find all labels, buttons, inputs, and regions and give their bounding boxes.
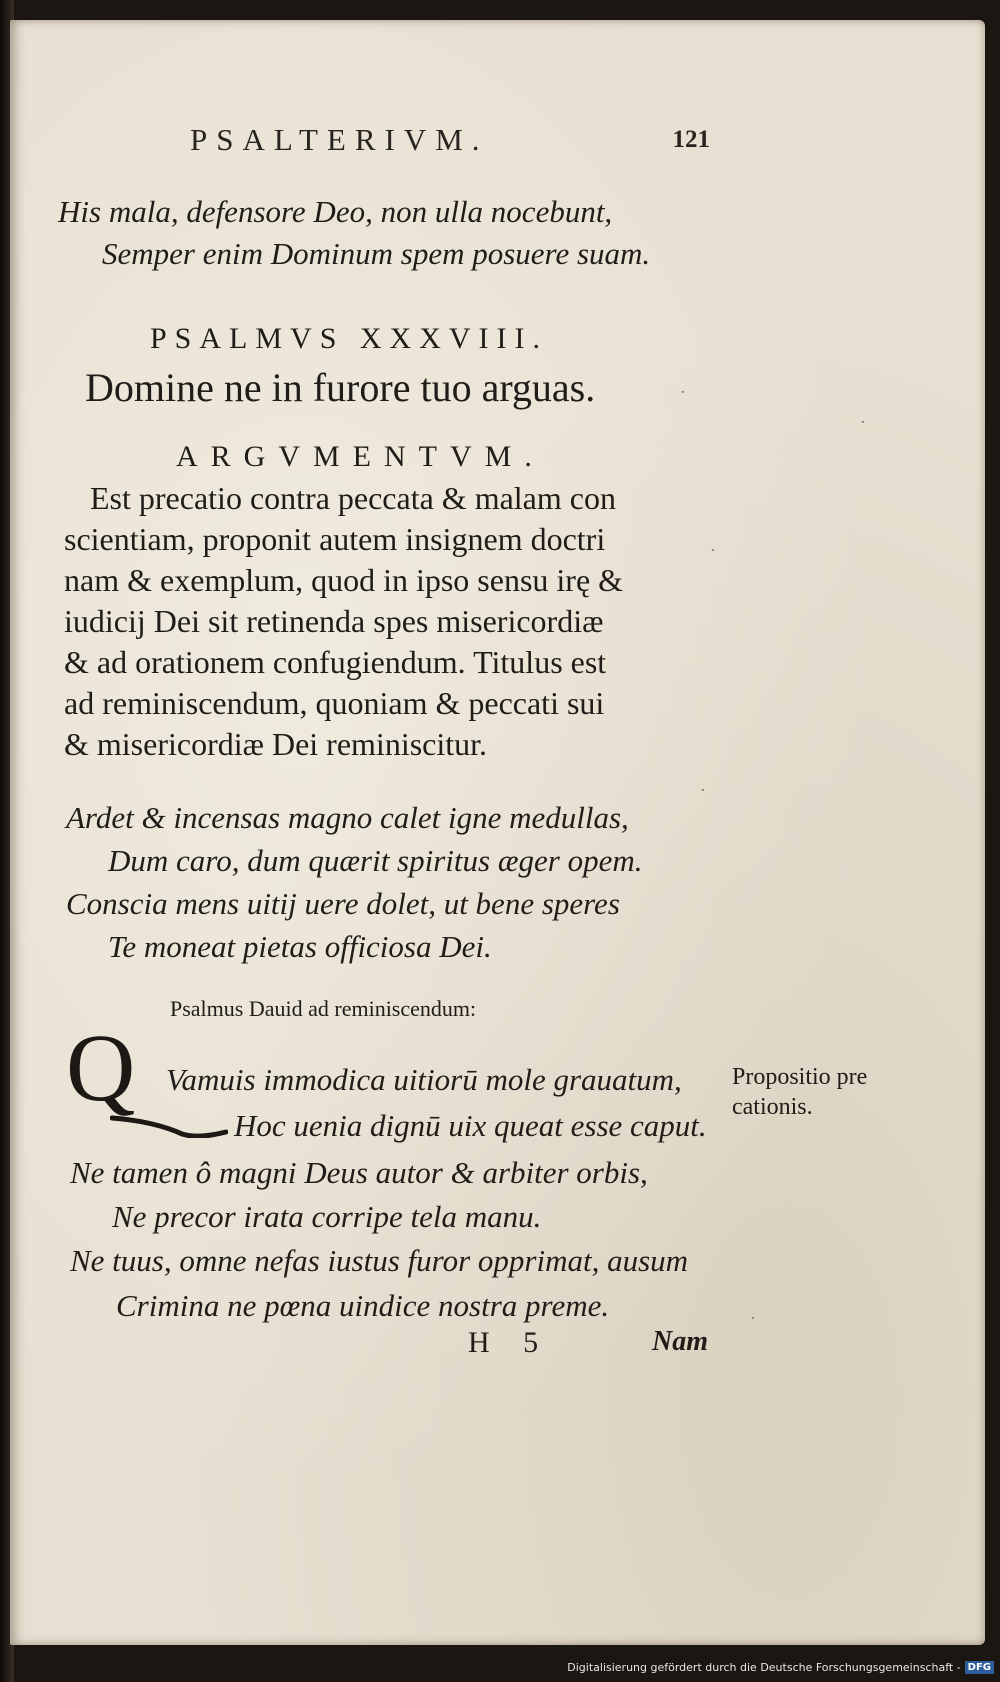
- psalm-verse-line: Hoc uenia dignū uix queat esse caput.: [234, 1108, 707, 1143]
- closing-couplet-line: His mala, defensore Deo, non ulla nocebunt,: [58, 194, 613, 229]
- paper-speck: ·: [860, 412, 866, 433]
- psalm-verse-line: Ne tuus, omne nefas iustus furor opprimat, ausum: [70, 1243, 689, 1278]
- argumentum-line: scientiam, proponit autem insignem doctri: [64, 521, 606, 557]
- catchword: Nam: [652, 1326, 708, 1357]
- psalm-verse-line: Ne tamen ô magni Deus autor & arbiter orbis,: [70, 1155, 648, 1190]
- initial-letter: Q: [66, 1014, 136, 1121]
- folio-number: 121: [672, 126, 710, 153]
- running-head: PSALTERIVM.: [190, 122, 489, 157]
- dfg-logo: DFG: [965, 1661, 994, 1674]
- argumentum-line: nam & exemplum, quod in ipso sensu irę &: [64, 562, 624, 598]
- psalm-verse-line: Ne precor irata corripe tela manu.: [112, 1199, 542, 1234]
- decorated-initial: [66, 1014, 162, 1121]
- paper-speck: ·: [710, 540, 716, 561]
- margin-note: [732, 1062, 867, 1122]
- argumentum-heading: ARGVMENTVM.: [176, 440, 545, 473]
- paper-speck: ·: [680, 382, 686, 403]
- argumentum-line: iudicij Dei sit retinenda spes misericordiæ: [64, 603, 604, 639]
- psalm-verse-line: Vamuis immodica uitiorū mole grauatum,: [166, 1062, 682, 1097]
- epigram-line: Conscia mens uitij uere dolet, ut bene speres: [66, 886, 620, 921]
- margin-note-line: Propositio pre: [732, 1064, 868, 1090]
- paper-speck: ·: [700, 780, 706, 801]
- epigram-line: Dum caro, dum quærit spiritus æger opem.: [108, 843, 643, 878]
- argumentum-line: ad reminiscendum, quoniam & peccati sui: [64, 685, 605, 721]
- closing-couplet-line: Semper enim Dominum spem posuere suam.: [102, 236, 651, 271]
- psalm-verse-line: Crimina ne pœna uindice nostra preme.: [116, 1288, 610, 1323]
- epigram-line: Te moneat pietas officiosa Dei.: [108, 929, 492, 964]
- paper-speck: ·: [750, 1308, 756, 1329]
- initial-tail-flourish: [110, 1114, 228, 1138]
- signature-mark: H 5: [468, 1326, 539, 1359]
- margin-note-line: cationis.: [732, 1094, 813, 1120]
- argumentum-line: & misericordiæ Dei reminiscitur.: [64, 726, 488, 762]
- psalm-subtitle: Psalmus Dauid ad reminiscendum:: [170, 996, 477, 1021]
- digitization-footer: [567, 1658, 994, 1676]
- page-header: [190, 122, 710, 166]
- psalm-title: PSALMVS XXXVIII.: [150, 322, 549, 355]
- argumentum-line: Est precatio contra peccata & malam con: [90, 480, 616, 516]
- psalm-incipit: Domine ne in furore tuo arguas.: [85, 365, 596, 410]
- epigram-line: Ardet & incensas magno calet igne medullas,: [66, 800, 629, 835]
- footer-text: Digitalisierung gefördert durch die Deutsche Forschungsgemeinschaft -: [567, 1660, 961, 1674]
- argumentum-line: & ad orationem confugiendum. Titulus est: [64, 644, 607, 680]
